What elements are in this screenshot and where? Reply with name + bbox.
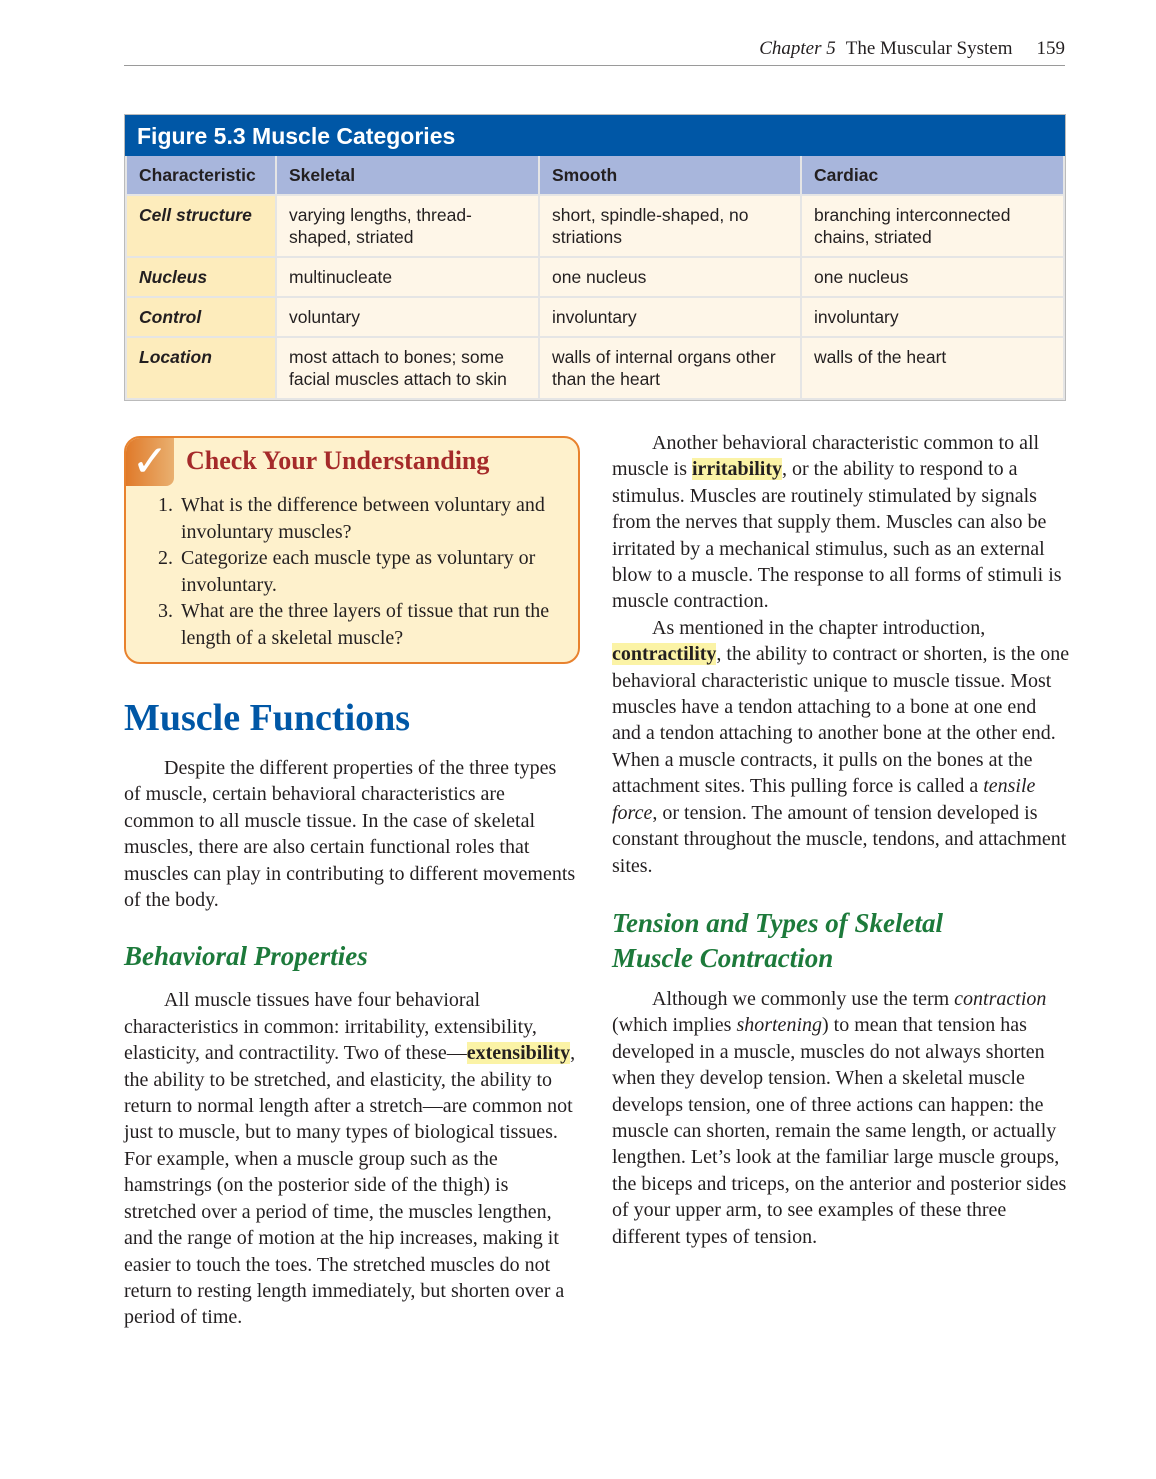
- table-row: [126, 195, 1064, 257]
- check-your-understanding-box: [124, 436, 580, 664]
- text-run: , or tension. The amount of tension developed is constant throughout the muscle, tendons, and attachment sites.: [612, 801, 1067, 877]
- text-run: Another behavioral characteristic common to all muscle is: [612, 432, 1040, 481]
- running-header: [124, 38, 1065, 66]
- paragraph: [612, 615, 1070, 879]
- subsection-title: Behavioral Properties: [124, 941, 368, 972]
- text-run: , or the ability to respond to a stimulus. Muscles are routinely stimulated by signals from the nerves that supply them. Muscles can also be irritated by a mechanical stimulus, such as an external blow to a muscle. The response to all forms of stimuli is muscle contraction.: [612, 458, 1062, 613]
- paragraph: [124, 755, 576, 913]
- muscle-categories-table: [125, 156, 1065, 400]
- text-run: (which implies: [612, 1014, 737, 1037]
- checkmark-icon: ✓: [126, 438, 174, 486]
- row-header: Control: [126, 297, 276, 337]
- paragraph: [612, 430, 1070, 615]
- row-header: Location: [126, 337, 276, 399]
- table-cell: walls of the heart: [801, 337, 1064, 399]
- table-cell: involuntary: [801, 297, 1064, 337]
- subsection-title: Tension and Types of Skeletal Muscle Contraction: [612, 907, 944, 973]
- text-run: As mentioned in the chapter introduction,: [652, 616, 986, 639]
- key-term: contractility: [612, 643, 717, 666]
- table-row: [126, 257, 1064, 297]
- text-run: Although we commonly use the term: [652, 987, 955, 1010]
- question-item: 3. What are the three layers of tissue that run the length of a skeletal muscle?: [178, 598, 570, 651]
- text-run: All muscle tissues have four behavioral characteristics in common: irritability, extensibility, elasticity, and contractility. Two of these—: [124, 989, 537, 1065]
- italic-term: contraction: [954, 987, 1047, 1010]
- column-header: Smooth: [539, 156, 801, 195]
- left-column: [124, 755, 576, 1331]
- question-item: 1. What is the difference between voluntary and involuntary muscles?: [178, 492, 570, 545]
- figure-table: [124, 114, 1066, 401]
- figure-title: Figure 5.3 Muscle Categories: [125, 115, 1065, 156]
- column-header: Skeletal: [276, 156, 539, 195]
- table-cell: voluntary: [276, 297, 539, 337]
- section-title: Muscle Functions: [124, 697, 411, 739]
- text-run: , the ability to contract or shorten, is the one behavioral characteristic unique to muscle tissue. Most muscles have a tendon attaching to a bone at one end and a tendon attaching to another bone at the other end. When a muscle contracts, it pulls on the bones at the attachment sites. This pulling force is called a: [612, 643, 1070, 798]
- text-run: , the ability to be stretched, and elasticity, the ability to return to normal length after a stretch—are common not just to muscle, but to many types of biological tissues. For example, when a muscle group such as the hamstrings (on the posterior side of the thigh) is stretched over a period of time, the muscles lengthen, and the range of motion at the hip increases, making it easier to touch the toes. The stretched muscles do not return to resting length immediately, but shorten over a period of time.: [124, 1042, 576, 1329]
- table-row: [126, 297, 1064, 337]
- key-term: extensibility: [466, 1042, 571, 1065]
- table-cell: branching interconnected chains, striated: [801, 195, 1064, 257]
- column-header: Characteristic: [126, 156, 276, 195]
- box-title: Check Your Understanding: [186, 446, 490, 475]
- row-header: Nucleus: [126, 257, 276, 297]
- chapter-title: The Muscular System: [845, 38, 1013, 59]
- table-row: [126, 337, 1064, 399]
- table-cell: varying lengths, thread-shaped, striated: [276, 195, 539, 257]
- key-term: irritability: [692, 458, 782, 481]
- text-run: ) to mean that tension has developed in a muscle, muscles do not always shorten when they develop tension. When a skeletal muscle develops tension, one of three actions can happen: the muscle can shorten, remain the same length, or actually lengthen. Let’s look at the familiar large muscle groups, the biceps and triceps, on the anterior and posterior sides of your upper arm, to see examples of these three different types of tension.: [612, 1014, 1067, 1248]
- paragraph: [124, 987, 576, 1330]
- chapter-label: Chapter 5: [759, 38, 836, 59]
- table-cell: most attach to bones; some facial muscles attach to skin: [276, 337, 539, 399]
- right-column: [612, 430, 1070, 1250]
- table-cell: short, spindle-shaped, no striations: [539, 195, 801, 257]
- row-header: Cell structure: [126, 195, 276, 257]
- column-header: Cardiac: [801, 156, 1064, 195]
- paragraph: [612, 986, 1070, 1250]
- question-item: 2. Categorize each muscle type as voluntary or involuntary.: [178, 545, 570, 598]
- table-cell: walls of internal organs other than the heart: [539, 337, 801, 399]
- table-cell: one nucleus: [539, 257, 801, 297]
- italic-term: shortening: [736, 1014, 822, 1037]
- table-cell: one nucleus: [801, 257, 1064, 297]
- table-cell: involuntary: [539, 297, 801, 337]
- question-list: [148, 492, 570, 651]
- table-cell: multinucleate: [276, 257, 539, 297]
- text-run: Despite the different properties of the three types of muscle, certain behavioral characteristics are common to all muscle tissue. In the case of skeletal muscles, there are also certain functional roles that muscles can play in contributing to different movements of the body.: [124, 757, 576, 912]
- italic-term: tensile force: [612, 775, 1036, 824]
- page-number: 159: [1036, 38, 1065, 59]
